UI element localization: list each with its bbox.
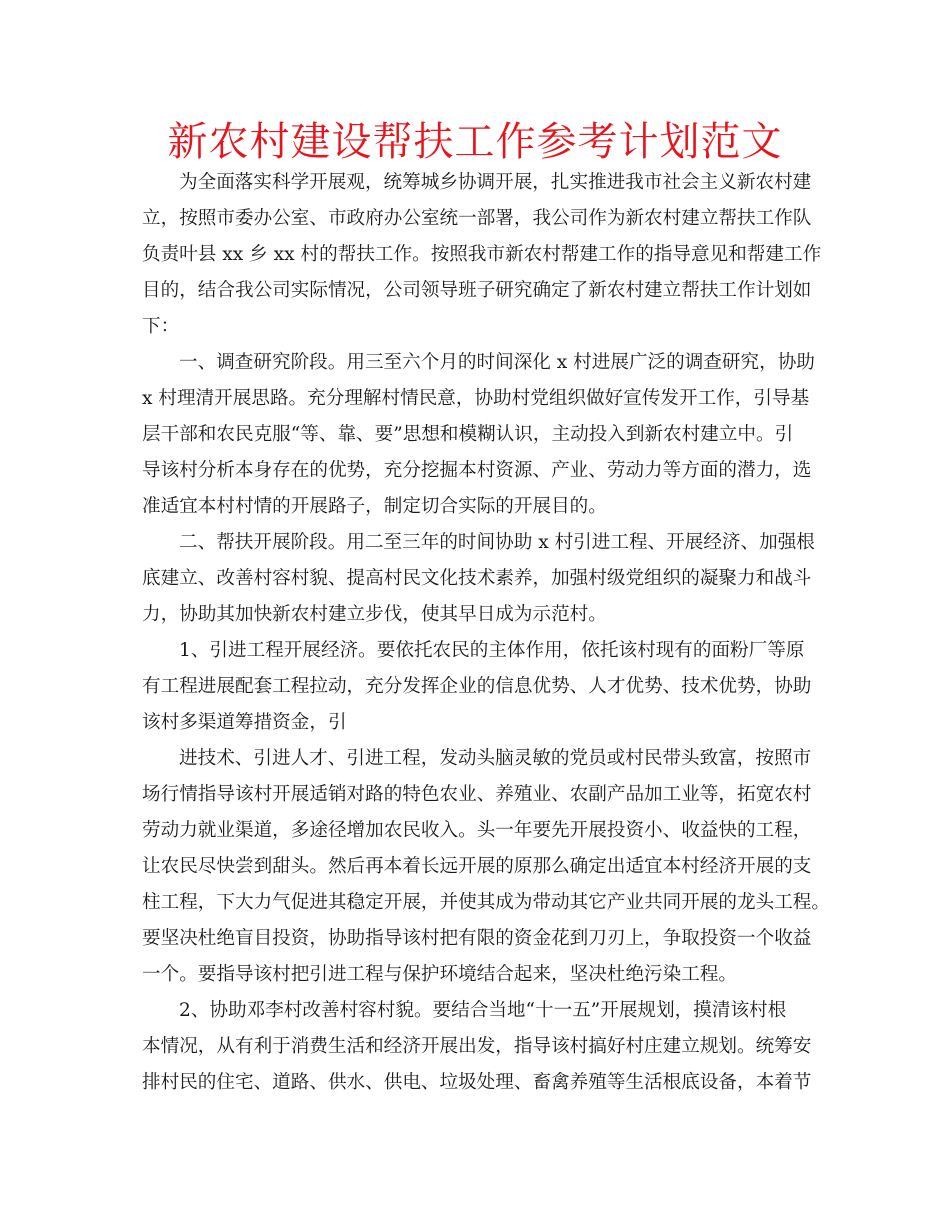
text-line: 导该村分析本身存在的优势，充分挖掘本村资源、产业、劳动力等方面的潜力，选: [142, 460, 812, 481]
text-line: 有工程进展配套工程拉动，充分发挥企业的信息优势、人才优势、技术优势，协助: [142, 676, 812, 697]
text-line: 劳动力就业渠道，多途径增加农民收入。头一年要先开展投资小、收益快的工程，: [142, 820, 812, 841]
document-title: 新农村建设帮扶工作参考计划范文: [167, 119, 783, 165]
text-line: 柱工程，下大力气促进其稳定开展，并使其成为带动其它产业共同开展的龙头工程。: [142, 892, 830, 913]
text-line: 1、引进工程开展经济。要依托农民的主体作用，依托该村现有的面粉厂等原: [179, 640, 805, 661]
text-line: 让农民尽快尝到甜头。然后再本着长远开展的原那么确定出适宜本村经济开展的支: [142, 856, 812, 877]
text-line: 下：: [142, 316, 180, 337]
text-line: 场行情指导该村开展适销对路的特色农业、养殖业、农副产品加工业等，拓宽农村: [142, 784, 812, 805]
text-line: 二、帮扶开展阶段。用二至三年的时间协助 x 村引进工程、开展经济、加强根: [179, 532, 815, 553]
text-line: 一个。要指导该村把引进工程与保护环境结合起来，坚决杜绝污染工程。: [142, 964, 738, 985]
text-line: 排村民的住宅、道路、供水、供电、垃圾处理、畜禽养殖等生活根底设备，本着节: [142, 1072, 812, 1093]
text-line: 该村多渠道筹措资金，引: [142, 712, 347, 733]
text-line: 一、调查研究阶段。用三至六个月的时间深化 x 村进展广泛的调查研究，协助: [179, 352, 815, 373]
text-line: 底建立、改善村容村貌、提高村民文化技术素养，加强村级党组织的凝聚力和战斗: [142, 568, 812, 589]
text-line: 为全面落实科学开展观，统筹城乡协调开展，扎实推进我市社会主义新农村建: [179, 172, 812, 193]
text-line: 进技术、引进人才、引进工程，发动头脑灵敏的党员或村民带头致富，按照市: [179, 748, 812, 769]
text-line: 本情况，从有利于消费生活和经济开展出发，指导该村搞好村庄建立规划。统筹安: [142, 1036, 812, 1057]
text-line: 力，协助其加快新农村建立步伐，使其早日成为示范村。: [142, 604, 607, 625]
text-line: 目的，结合我公司实际情况，公司领导班子研究确定了新农村建立帮扶工作计划如: [142, 280, 812, 301]
text-line: 2、协助邓李村改善村容村貌。要结合当地“十一五”开展规划，摸清该村根: [179, 1000, 787, 1021]
text-line: 要坚决杜绝盲目投资，协助指导该村把有限的资金花到刀刃上，争取投资一个收益: [142, 928, 812, 949]
text-line: 负责叶县 xx 乡 xx 村的帮扶工作。按照我市新农村帮建工作的指导意见和帮建工作: [142, 244, 822, 265]
text-line: 立，按照市委办公室、市政府办公室统一部署，我公司作为新农村建立帮扶工作队: [142, 208, 812, 229]
text-line: 层干部和农民克服“等、靠、要”思想和模糊认识，主动投入到新农村建立中。引: [142, 424, 794, 445]
text-line: x 村理清开展思路。充分理解村情民意，协助村党组织做好宣传发开工作，引导基: [142, 388, 810, 409]
text-line: 准适宜本村村情的开展路子，制定切合实际的开展目的。: [142, 496, 607, 517]
